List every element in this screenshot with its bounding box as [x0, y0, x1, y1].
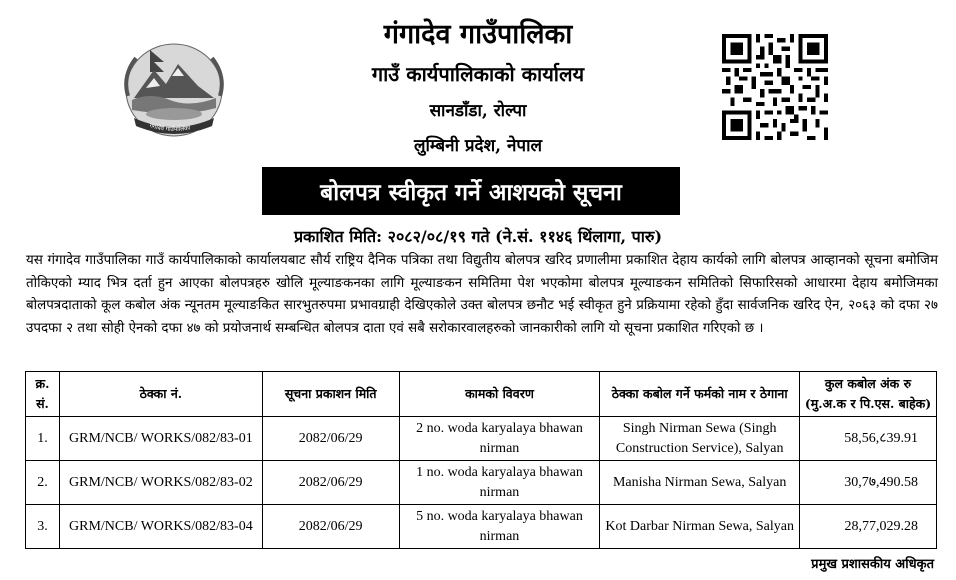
cell-date: 2082/06/29	[262, 505, 399, 549]
cell-desc: 2 no. woda karyalaya bhawan nirman	[399, 417, 600, 461]
cell-date: 2082/06/29	[262, 417, 399, 461]
cell-contract: GRM/NCB/ WORKS/082/83-02	[59, 461, 262, 505]
province-country: लुम्बिनी प्रदेश, नेपाल	[413, 136, 543, 156]
cell-firm: Kot Darbar Nirman Sewa, Salyan	[600, 505, 800, 549]
col-header-desc: कामको विवरण	[399, 372, 600, 417]
office-name: गाउँ कार्यपालिकाको कार्यालय	[371, 62, 585, 86]
emblem-text: गंगादेव गाउँपालिका	[148, 122, 191, 134]
table-header-row	[26, 372, 937, 417]
notice-title: बोलपत्र स्वीकृत गर्ने आशयको सूचना	[262, 167, 680, 215]
cell-firm: Singh Nirman Sewa (Singh Construction Service), Salyan	[600, 417, 800, 461]
cell-desc: 1 no. woda karyalaya bhawan nirman	[399, 461, 600, 505]
cell-amount: 28,77,029.28	[800, 505, 937, 549]
notice-body: यस गंगादेव गाउँपालिका गाउँ कार्यपालिकाको कार्यालयबाट सौर्य राष्ट्रिय दैनिक पत्रिका तथा विद्युतीय बोलपत्र खरिद प्रणालीमा प्रकाशित देहाय कार्यको लागि बोलपत्र आव्हानको सूचना बमोजिम तोकिएको म्याद भित्र दर्ता हुन आएका बोलपत्रहरु खोलि मूल्याङकनका लागि मूल्याङकन समितिमा पेश भएकोमा बोलपत्र मूल्याङकन समितिको सिफारिसको आधारमा देहाय बमोजिमका बोलपत्रदाताको कूल कबोल अंक न्यूनतम मूल्याङकित सारभुतरुपमा प्रभावग्राही देखिएकोले उक्त बोलपत्र छनौट भई स्वीकृत हुने प्रक्रियामा रहेको हुँदा सार्वजनिक खरिद ऐन, २०६३ को दफा २७ उपदफा २ तथा सोही ऐनको दफा ४७ को प्रयोजनार्थ सम्बन्धित बोलपत्र दाता एवं सबै सरोकारवालहरुको जानकारीको लागि यो सूचना प्रकाशित गरिएको छ ।	[26, 253, 938, 337]
cell-amount: 30,7७,490.58	[800, 461, 937, 505]
cell-desc: 5 no. woda karyalaya bhawan nirman	[399, 505, 600, 549]
cell-contract: GRM/NCB/ WORKS/082/83-04	[59, 505, 262, 549]
signature-title: प्रमुख प्रशासकीय अधिकृत	[811, 557, 934, 572]
cell-amount: 58,56,८39.91	[800, 417, 937, 461]
office-location: सानडाँडा, रोल्पा	[429, 101, 527, 121]
cell-date: 2082/06/29	[262, 461, 399, 505]
col-header-firm: ठेक्का कबोल गर्ने फर्मको नाम र ठेगाना	[600, 372, 800, 417]
municipality-name: गंगादेव गाउँपालिका	[383, 19, 573, 50]
table-row	[26, 417, 937, 461]
table-row	[26, 461, 937, 505]
cell-sn: 1.	[26, 417, 60, 461]
cell-firm: Manisha Nirman Sewa, Salyan	[600, 461, 800, 505]
table-row	[26, 505, 937, 549]
cell-sn: 3.	[26, 505, 60, 549]
col-header-amount: कुल कबोल अंक रु (मु.अ.क र पि.एस. बाहेक)	[800, 372, 937, 417]
published-date: प्रकाशित मिति: २०८२/०८/१९ गते (ने.सं. ११४६ थिंलागा, पारु)	[293, 227, 663, 246]
nepal-emblem-icon	[120, 36, 228, 144]
col-header-contract: ठेक्का नं.	[59, 372, 262, 417]
cell-contract: GRM/NCB/ WORKS/082/83-01	[59, 417, 262, 461]
col-header-sn: क्र. सं.	[26, 372, 60, 417]
cell-sn: 2.	[26, 461, 60, 505]
col-header-date: सूचना प्रकाशन मिति	[262, 372, 399, 417]
bid-table	[25, 371, 937, 549]
